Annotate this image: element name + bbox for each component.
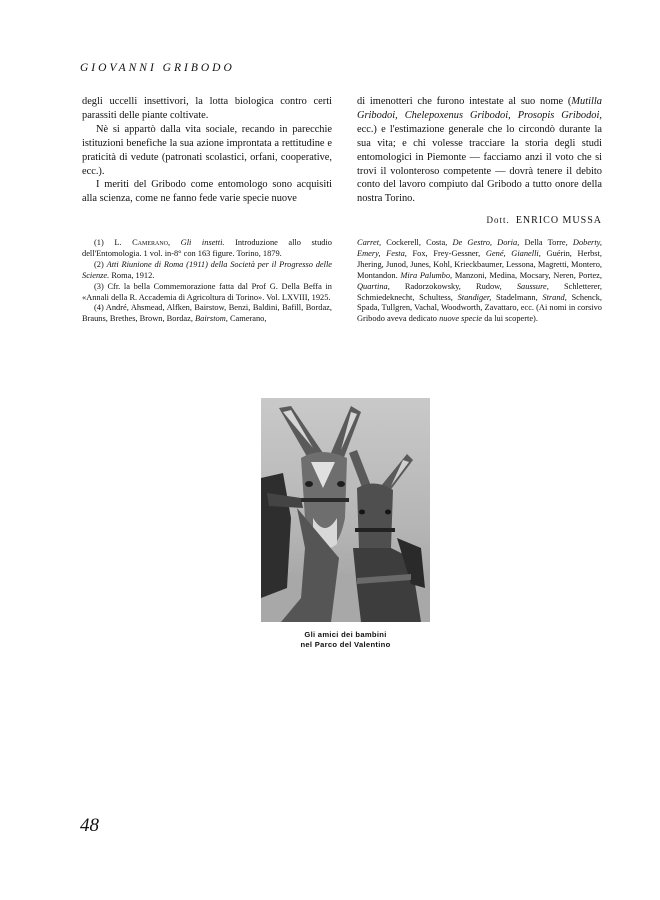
footnote-italic: Bairstom, — [195, 314, 228, 324]
paragraph: Nè si appartò dalla vita sociale, recando in parecchie istituzioni benefiche la sua azione improntata a rettitudine e praticità di vedute (patronati scolastici, orfani, cooperative, ecc.). — [82, 123, 332, 177]
footnote-text: Manzoni, Medina, Mocsary, Neren, Portez, — [452, 270, 602, 280]
right-column — [357, 95, 602, 228]
signature — [357, 214, 602, 228]
footnote-text: Cockerell, Costa, — [381, 238, 453, 247]
footnotes-left — [82, 238, 332, 325]
species-names: Mutilla Gribodoi, Chelepoxenus Gribodoi, Prosopis Gribodoi — [357, 96, 602, 121]
text-span: , ecc.) e l'estimazione generale che lo circondò durante la sua vita; e chi volesse tracciare la storia degli studi entomologici in Piemonte — facciamo anzi il voto che si trovi il volonteroso competente — dovrà tenere il debito conto del lavoro compiuto dal Gribodo a tutto onore della nostra Torino. — [357, 109, 602, 205]
footnote-text: Della Torre, — [519, 238, 573, 247]
signature-name: ENRICO MUSSA — [515, 215, 602, 227]
left-column — [82, 95, 332, 206]
footnote-title: Gli insetti. — [180, 238, 225, 247]
footnote-italic: Strand, — [542, 292, 567, 302]
paragraph — [357, 95, 602, 206]
footnote: (3) Cfr. la bella Commemorazione fatta dal Prof G. Della Beffa in «Annali della R. Accademia di Agricoltura di Torino». Vol. LXVIII, 1925. — [82, 281, 332, 302]
footnote — [82, 238, 332, 260]
paragraph: I meriti del Gribodo come entomologo sono acquisiti alla scienza, come ne fanno fede varie specie nuove — [82, 179, 332, 205]
running-head: GIOVANNI GRIBODO — [80, 62, 235, 74]
footnotes-right — [357, 238, 602, 325]
page-number: 48 — [80, 815, 99, 836]
text-span: di imenotteri che furono intestate al suo nome ( — [357, 96, 572, 107]
signature-title: Dott. — [486, 215, 510, 226]
footnote-text: Roma, 1912. — [111, 270, 155, 280]
footnote-title: Atti Riunione di Roma (1911) della Società per il Progresso delle Scienze. — [82, 259, 332, 280]
footnote-text: Schletterer, Schmiedeknecht, Schultess, — [357, 281, 603, 302]
footnote-italic: Doberty, Emery, Festa, — [357, 238, 602, 258]
footnote-text: Stadelmann, — [491, 292, 543, 302]
footnote-text: da lui scoperte). — [482, 314, 538, 324]
footnote-text: Radorzokowsky, Rudow, — [389, 281, 517, 291]
paragraph: degli uccelli insettivori, la lotta biologica contro certi parassiti delle piante coltivate. — [82, 96, 332, 121]
footnote-italic: Saussure, — [516, 281, 549, 291]
footnote-italic: nuove specie — [439, 314, 483, 324]
footnote-italic: Standiger, — [457, 292, 492, 302]
footnote-text: Fox, Frey-Gessner, — [406, 248, 486, 258]
footnote-italic: Carret, — [357, 238, 382, 247]
photo-caption — [261, 630, 430, 650]
footnote-italic: Quartina, — [357, 281, 390, 291]
footnote-text: Guérin, Herbst, Jhering, Junod, Junes, Kohl, Krieckbaumer, Lessona, Magretti, Montero, Montandon. — [357, 248, 602, 280]
footnote-text: Schenck, Spada, Tullgren, Vachal, Woodworth, Zavattaro, ecc. (Ai nomi in corsivo Gribodo aveva dedicato — [357, 292, 602, 324]
footnote-text: Camerano, — [229, 314, 267, 324]
footnote-number: (2) — [94, 259, 104, 269]
footnote — [82, 260, 332, 282]
footnote-italic: Gené, Gianelli, — [485, 248, 541, 258]
caption-line: Gli amici dei bambini — [304, 630, 387, 639]
footnote-text: Introduzione allo studio dell'Entomologia. 1 vol. in-8° con 163 figure. Torino, 1879. — [82, 238, 332, 258]
footnote-text: (4) André, Ahsmead, Alfken, Bairstow, Benzi, Baldini, Bafill, Bordaz, Brauns, Brethes, Brown, Bordaz, — [82, 303, 332, 324]
footnote-italic: De Gestro, Doria, — [452, 238, 520, 247]
footnote-italic: Mira Palumbo, — [400, 270, 453, 280]
footnote-number: (1) L. — [94, 238, 122, 247]
caption-line: nel Parco del Valentino — [300, 640, 391, 649]
footnote-continuation — [357, 238, 602, 325]
footnote-author: Camerano, — [132, 238, 171, 247]
footnote — [82, 303, 332, 325]
donkeys-photo — [261, 398, 430, 622]
